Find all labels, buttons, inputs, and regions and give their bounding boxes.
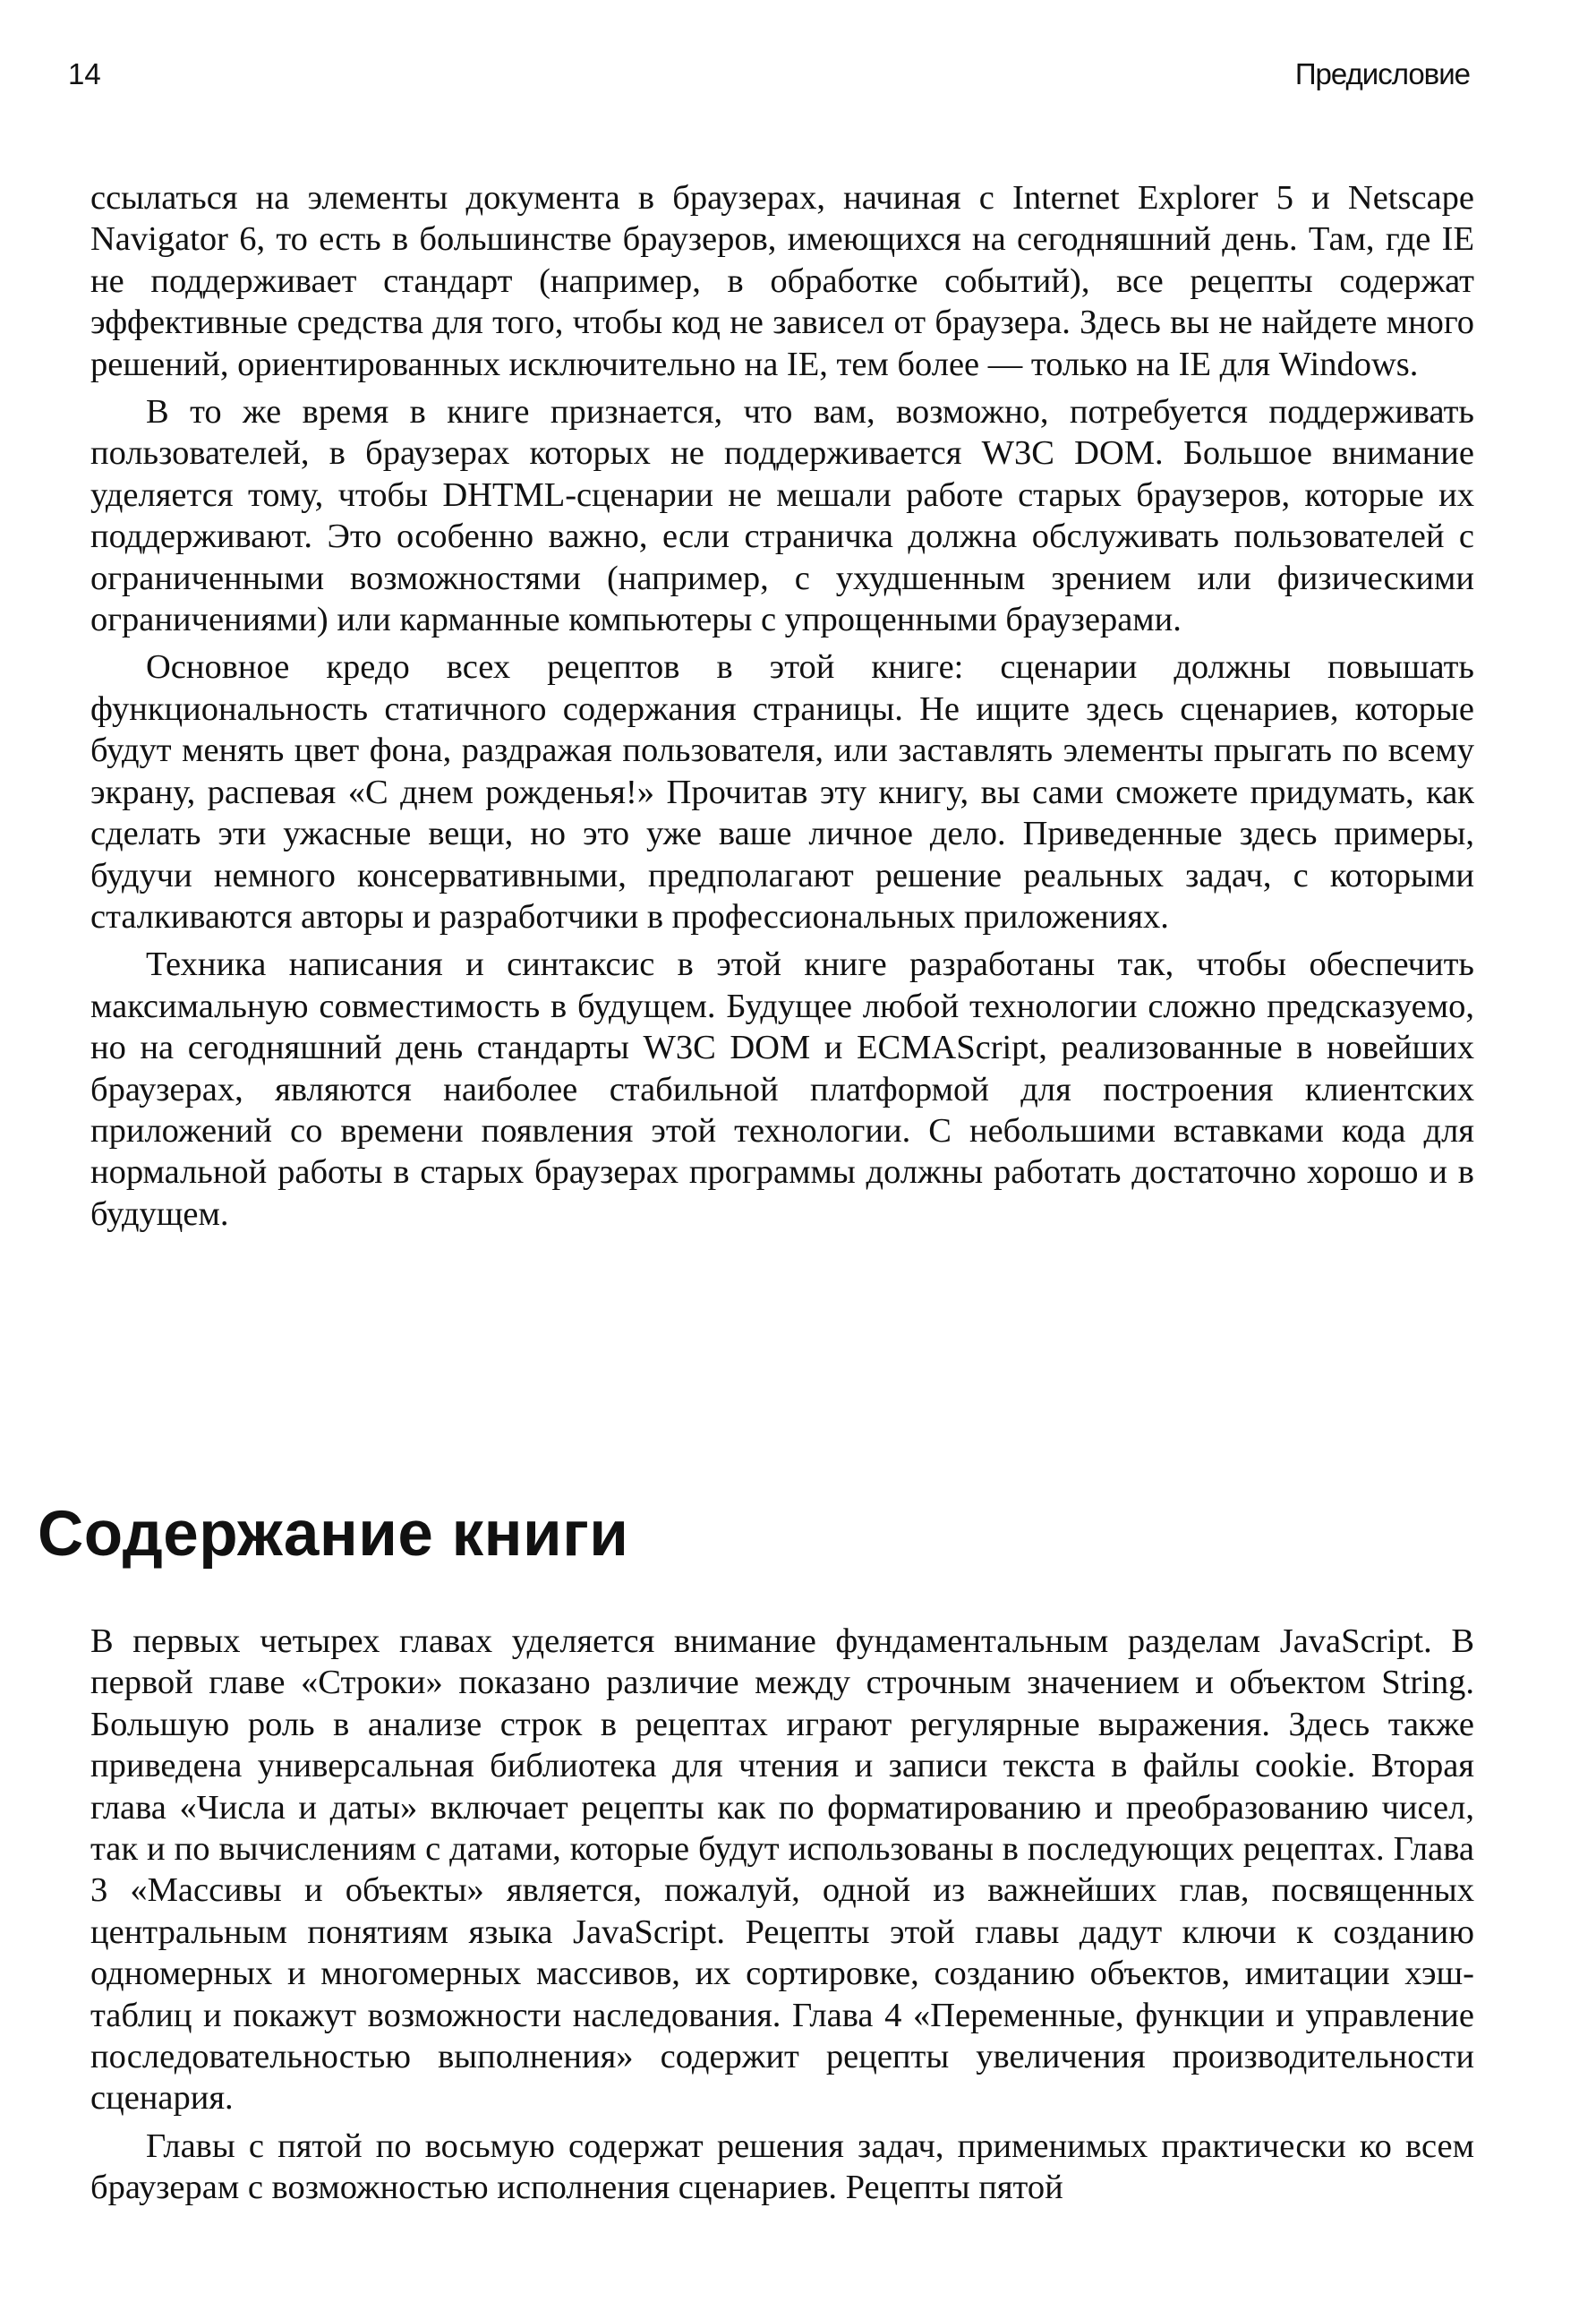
intro-text	[90, 177, 1474, 1241]
paragraph: Техника написания и синтаксис в этой книге разработаны так, чтобы обеспечить максимальную совместимость в будущем. Будущее любой технологии сложно предсказуемо, но на сегодняшний день стандарты W3C DOM и ECMAScript, реализованные в новейших браузерах, являются наиболее стабильной платформой для построения клиентских приложений со времени появления этой технологии. С небольшими вставками кода для нормальной работы в старых браузерах программы должны работать достаточно хорошо и в будущем.	[90, 946, 1474, 1233]
section-heading: Содержание книги	[38, 1499, 629, 1570]
paragraph: В первых четырех главах уделяется внимание фундаментальным разделам JavaScript. В первой главе «Строки» показано различие между строчным значением и объектом String. Большую роль в анализе строк в рецептах играют регулярные выражения. Здесь также приведена универсальная библиотека для чтения и записи текста в файлы cookie. Вторая глава «Числа и даты» включает рецепты как по форматированию и преобразованию чисел, так и по вычислениям с датами, которые будут использованы в последующих рецептах. Глава 3 «Массивы и объекты» является, пожалуй, одной из важнейших глав, посвященных центральным понятиям языка JavaScript. Рецепты этой главы дадут ключи к созданию одномерных и многомерных массивов, их сортировке, созданию объектов, имитации хэш-таблиц и покажут возможности наследования. Глава 4 «Переменные, функции и управление последовательностью выполнения» содержит рецепты увеличения производительности сценария.	[90, 1622, 1474, 2118]
paragraph: Главы с пятой по восьмую содержат решения задач, применимых практически ко всем браузерам с возможностью исполнения сценариев. Рецепты пятой	[90, 2127, 1474, 2207]
running-head	[68, 57, 1470, 102]
paragraph: В то же время в книге признается, что вам, возможно, потребуется поддерживать пользователей, в браузерах которых не поддерживается W3C DOM. Большое внимание уделяется тому, чтобы DHTML-сценарии не мешали работе старых браузеров, которые их поддерживают. Это особенно важно, если страничка должна обслуживать пользователей с ограниченными возможностями (например, с ухудшенным зрением или физическими ограничениями) или карманные компьютеры с упрощенными браузерами.	[90, 393, 1474, 639]
paragraph: Основное кредо всех рецептов в этой книге: сценарии должны повышать функциональность статичного содержания страницы. Не ищите здесь сценариев, которые будут менять цвет фона, раздражая пользователя, или заставлять элементы прыгать по всему экрану, распевая «С днем рожденья!» Прочитав эту книгу, вы сами сможете придумать, как сделать эти ужасные вещи, но это уже ваше личное дело. Приведенные здесь примеры, будучи немного консервативными, предполагают решение реальных задач, с которыми сталкиваются авторы и разработчики в профессиональных приложениях.	[90, 648, 1474, 936]
section-text	[90, 1621, 1474, 2215]
paragraph: ссылаться на элементы документа в браузерах, начиная с Internet Explorer 5 и Netscape Navigator 6, то есть в большинстве браузеров, имеющихся на сегодняшний день. Там, где IE не поддерживает стандарт (например, в обработке событий), все рецепты содержат эффективные средства для того, чтобы код не зависел от браузера. Здесь вы не найдете много решений, ориентированных исключительно на IE, тем более — только на IE для Windows.	[90, 179, 1474, 383]
running-head-section: Предисловие	[1294, 57, 1470, 90]
page-number: 14	[68, 57, 101, 90]
